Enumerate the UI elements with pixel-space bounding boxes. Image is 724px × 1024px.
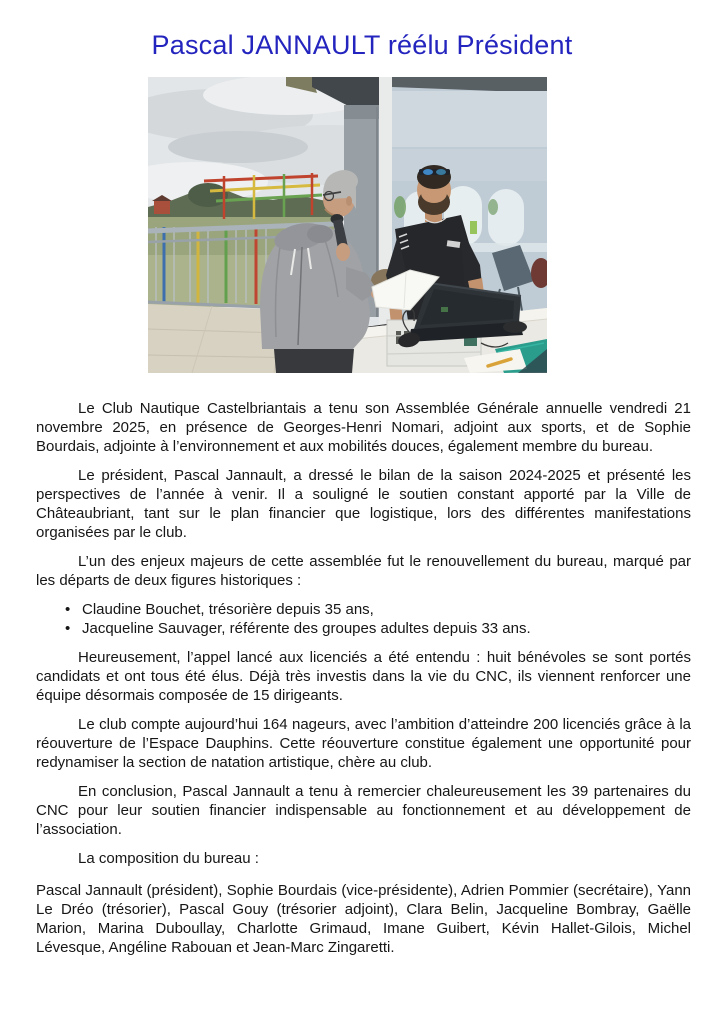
bullet-icon: • bbox=[65, 620, 71, 637]
paragraph-conclusion: En conclusion, Pascal Jannault a tenu à remercier chaleureusement les 39 partenaires du CNC pour leur soutien financier indispensable au fonctionnement et au développement de l’association. bbox=[36, 783, 691, 838]
list-item-text: Claudine Bouchet, trésorière depuis 35 ans, bbox=[82, 601, 374, 618]
paragraph-bureau-renewal: L’un des enjeux majeurs de cette assemblée fut le renouvellement du bureau, marqué par les départs de deux figures historiques : bbox=[36, 553, 691, 589]
assembly-photo bbox=[148, 77, 547, 373]
paragraph-new-volunteers: Heureusement, l’appel lancé aux licenciés a été entendu : huit bénévoles se sont portés candidats et ont tous été élus. Déjà très investis dans la vie du CNC, ils viennent renforcer une équipe désormais composée de 15 dirigeants. bbox=[36, 649, 691, 704]
members-paragraph: Pascal Jannault (président), Sophie Bourdais (vice-présidente), Adrien Pommier (secrétaire), Yann Le Dréo (trésorier), Pascal Gouy (trésorier adjoint), Clara Belin, Jacqueline Bombray, Gaëlle Marion, Marina Duboullay, Charlotte Grimaud, Imane Guibert, Kévin Hallet-Gilois, Michel Lévesque, Angéline Rabouan et Jean-Marc Zingaretti. bbox=[36, 882, 691, 956]
paragraph-members-count: Le club compte aujourd’hui 164 nageurs, avec l’ambition d’atteindre 200 licenciés grâce à la réouverture de l’Espace Dauphins. Cette réouverture constitue également une opportunité pour redynamiser la section de natation artistique, chère au club. bbox=[36, 716, 691, 771]
page-title: Pascal JANNAULT réélu Président bbox=[151, 30, 573, 60]
list-item-departure-1 bbox=[65, 600, 691, 619]
departures-list bbox=[36, 600, 691, 638]
composition-heading: La composition du bureau : bbox=[78, 850, 259, 867]
assembly-photo-illustration bbox=[148, 77, 547, 373]
list-item-text: Jacqueline Sauvager, référente des groupes adultes depuis 33 ans. bbox=[82, 620, 531, 637]
bullet-icon: • bbox=[65, 601, 71, 618]
list-item-departure-2 bbox=[65, 619, 691, 638]
paragraph-assembly-intro: Le Club Nautique Castelbriantais a tenu son Assemblée Générale annuelle vendredi 21 novembre 2025, en présence de Georges-Henri Nomari, adjoint aux sports, et de Sophie Bourdais, adjointe à l’environnement et aux mobilités douces, également membre du bureau. bbox=[36, 400, 691, 455]
paragraph-president-report: Le président, Pascal Jannault, a dressé le bilan de la saison 2024-2025 et présenté les perspectives de l’année à venir. Il a souligné le soutien constant apporté par la Ville de Châteaubriant, tant sur le plan financier que logistique, lors des différentes manifestations organisées par le club. bbox=[36, 467, 691, 541]
article-body bbox=[36, 399, 691, 967]
